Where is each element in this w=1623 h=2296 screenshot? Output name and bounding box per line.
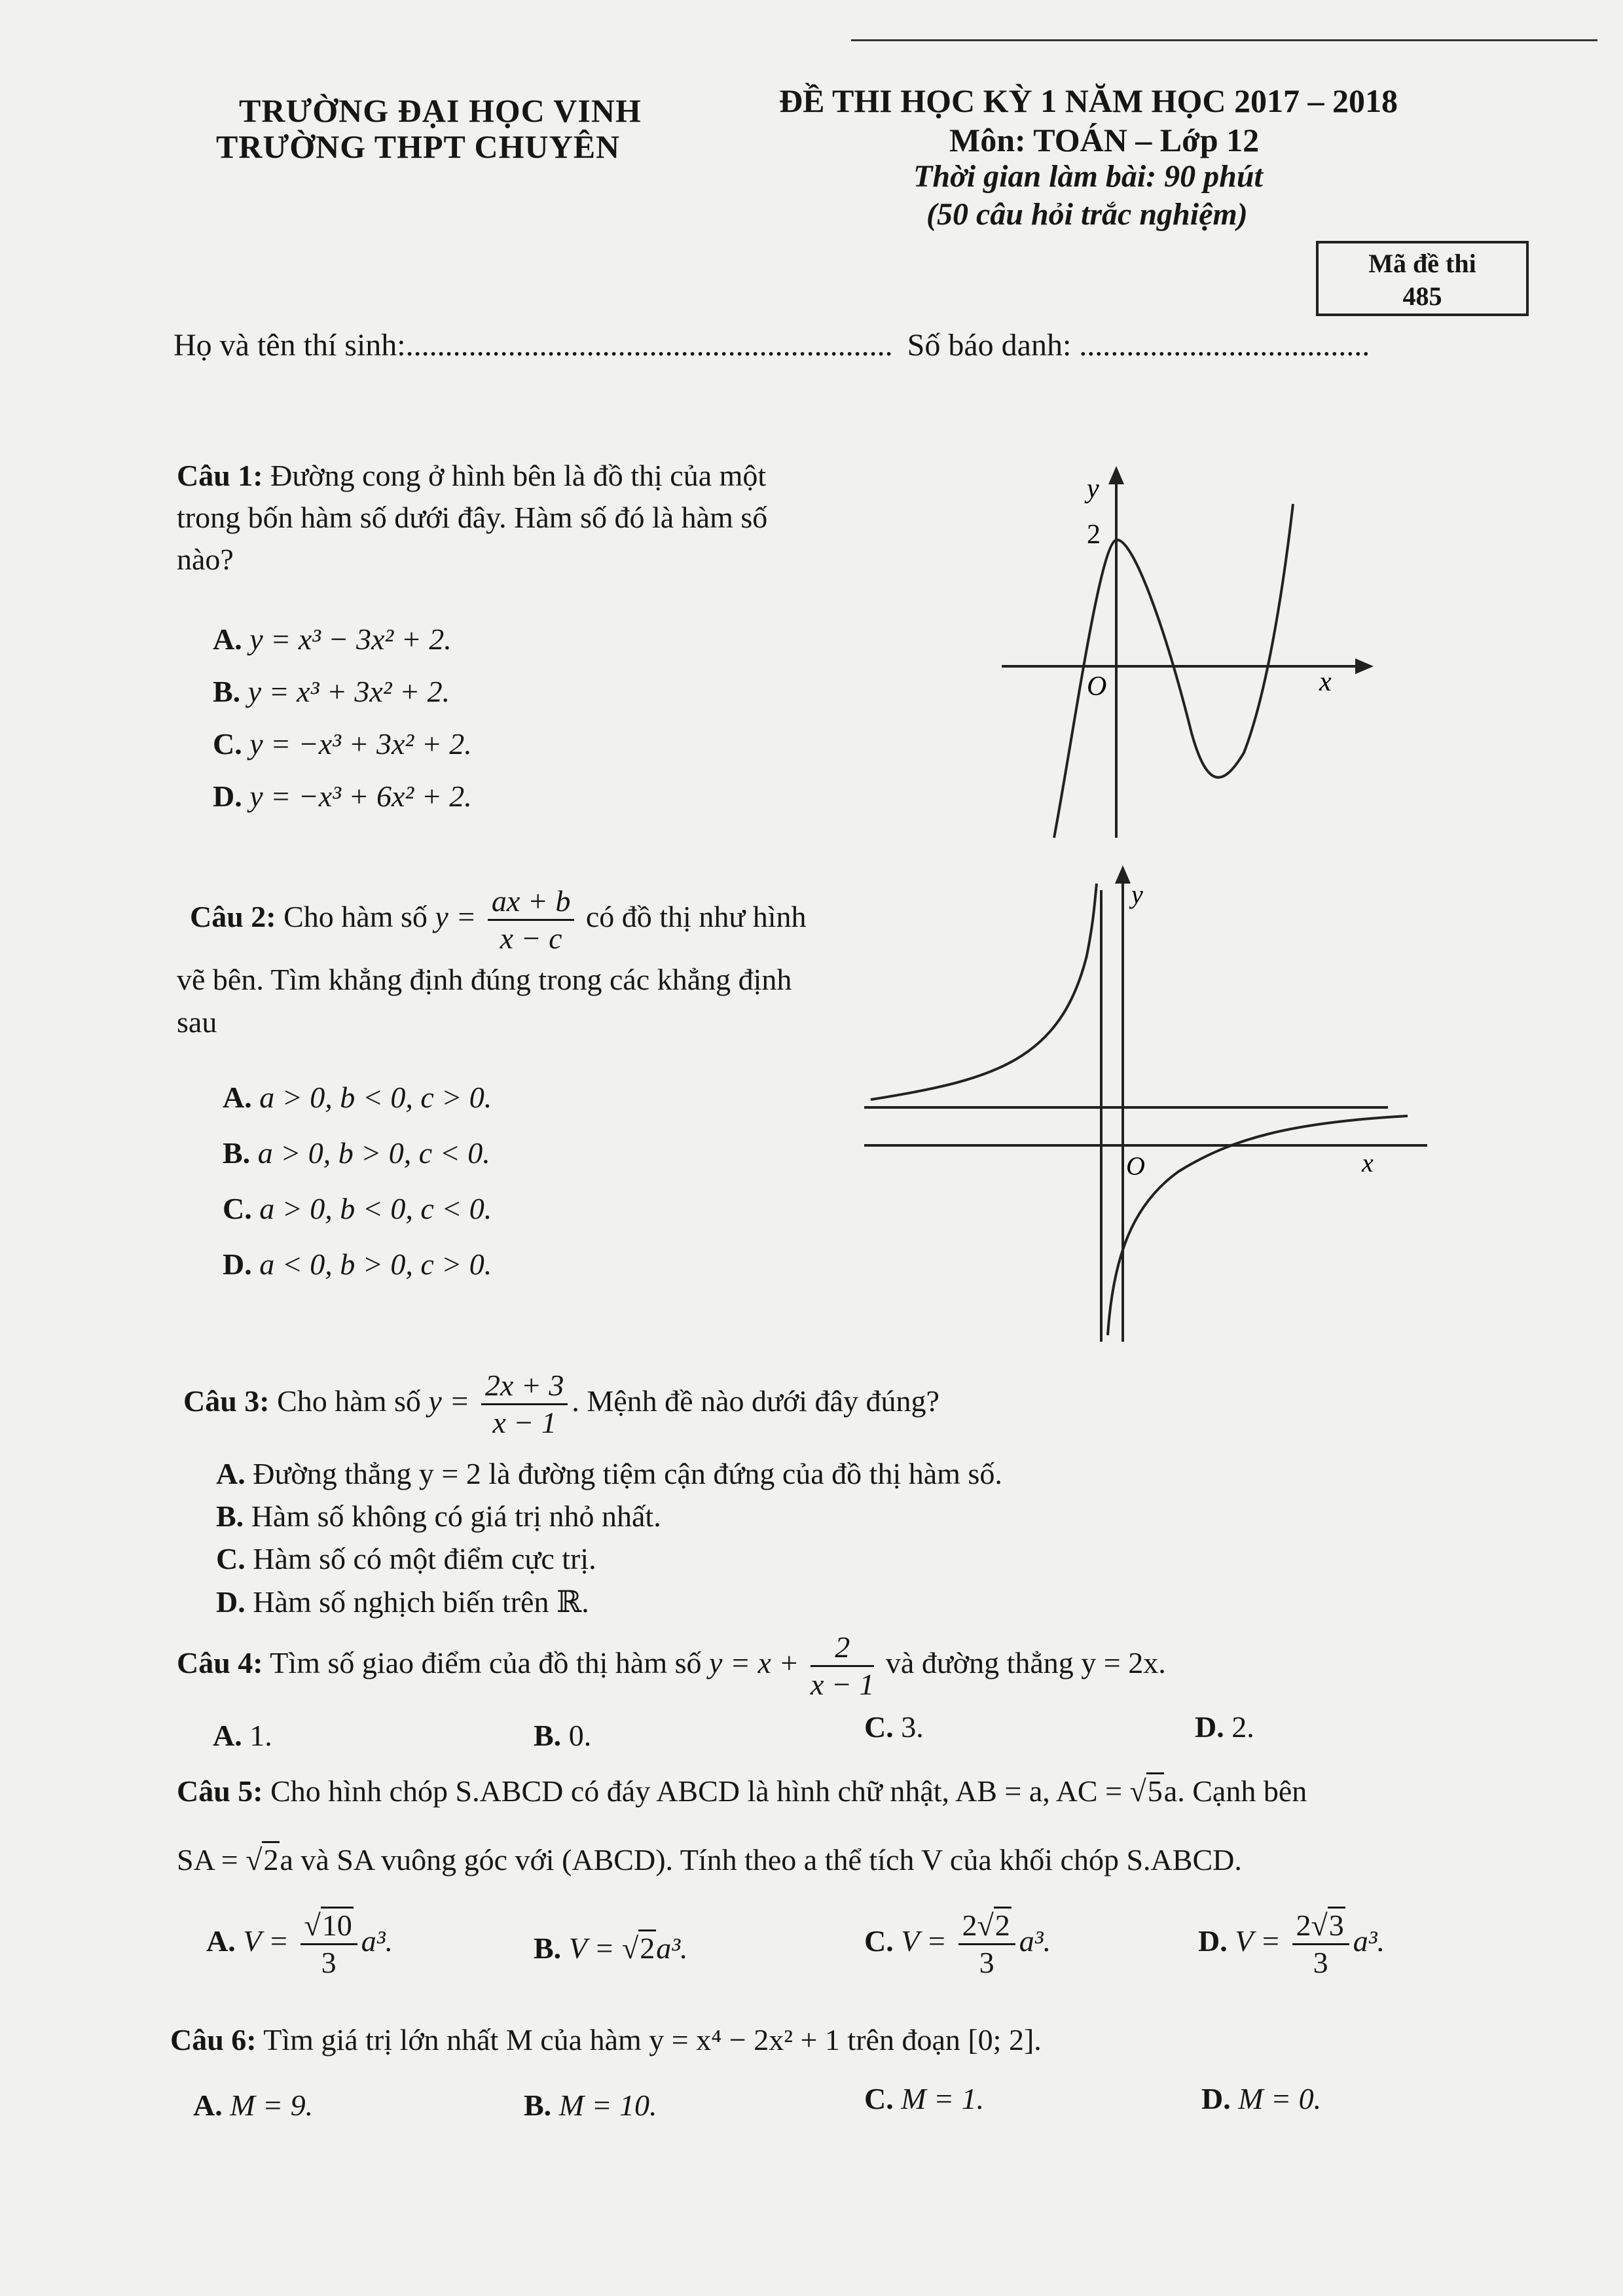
q1-option-c[interactable]: C. y = −x³ + 3x² + 2.: [213, 727, 472, 761]
q1-y-arrow-icon: [1108, 466, 1124, 484]
q5-a-fraction: $\frac{√10}{3}$: [301, 1908, 357, 1981]
q2-label: Câu 2:: [190, 900, 276, 934]
exam-duration: Thời gian làm bài: 90 phút: [913, 159, 1263, 194]
exam-code-value: 485: [1402, 281, 1442, 311]
q3-option-b[interactable]: B. Hàm số không có giá trị nhỏ nhất.: [216, 1499, 661, 1533]
q1-x-label: x: [1319, 667, 1332, 697]
name-label: Họ và tên thí sinh:: [173, 328, 406, 363]
question-6: [170, 2019, 1042, 2061]
q5-line1-a: Cho hình chóp S.ABCD có đáy ABCD là hình chữ nhật, AB = a, AC =: [270, 1774, 1123, 1808]
question-3: [183, 1368, 939, 1441]
q2-graph: [864, 864, 1440, 1348]
q4-option-c[interactable]: C. 3.: [864, 1710, 924, 1744]
top-rule: [851, 39, 1597, 41]
q3-text-after: . Mệnh đề nào dưới đây đúng?: [572, 1384, 939, 1418]
q2-func-lhs: y =: [435, 900, 477, 934]
exam-title: ĐỀ THI HỌC KỲ 1 NĂM HỌC 2017 – 2018: [779, 82, 1398, 119]
q6-option-a[interactable]: A. M = 9.: [193, 2089, 314, 2122]
q3-option-d[interactable]: D. Hàm số nghịch biến trên ℝ.: [216, 1585, 589, 1619]
q2-left-branch: [871, 884, 1097, 1100]
q3-func-lhs: y =: [428, 1384, 470, 1418]
q5-label: Câu 5:: [177, 1774, 263, 1808]
q2-option-b[interactable]: B. a > 0, b > 0, c < 0.: [223, 1136, 490, 1170]
q4-text-before: Tìm số giao điểm của đồ thị hàm số: [270, 1646, 702, 1680]
q5-option-a[interactable]: A. V = $\frac{√10}{3}$ a³.: [206, 1908, 393, 1981]
q4-func-lhs: y = x +: [709, 1646, 799, 1680]
exam-code-box: [1316, 241, 1529, 316]
question-2: [190, 884, 807, 956]
q6-text: Tìm giá trị lớn nhất M của hàm y = x⁴ − 2x² + 1 trên đoạn [0; 2].: [263, 2023, 1042, 2056]
q3-option-c[interactable]: C. Hàm số có một điểm cực trị.: [216, 1542, 596, 1575]
q1-origin-label: O: [1087, 672, 1107, 702]
question-5-line2: SA = √2a và SA vuông góc với (ABCD). Tính theo a thể tích V của khối chóp S.ABCD.: [177, 1839, 1242, 1881]
name-field[interactable]: ..............................................................: [405, 328, 893, 363]
q1-tick-label: 2: [1087, 520, 1101, 550]
q2-fraction: [488, 884, 574, 956]
q2-text-line2: vẽ bên. Tìm khẳng định đúng trong các khẳng định: [177, 963, 792, 996]
q5-option-b[interactable]: B. V = √2a³.: [534, 1931, 688, 1965]
q1-graph: [995, 458, 1401, 851]
q6-option-b[interactable]: B. M = 10.: [524, 2089, 657, 2122]
q2-text-before: Cho hàm số: [283, 900, 428, 934]
q4-label: Câu 4:: [177, 1646, 263, 1680]
q5-line2-root: 2: [262, 1841, 280, 1876]
q3-func-den: x − 1: [492, 1406, 556, 1439]
q2-x-label: x: [1362, 1148, 1374, 1177]
q4-fraction: [811, 1630, 874, 1702]
q2-y-label: y: [1131, 880, 1143, 909]
q3-fraction: [481, 1368, 568, 1441]
q2-origin-label: O: [1126, 1151, 1145, 1181]
q4-option-a[interactable]: A. 1.: [213, 1719, 272, 1752]
q2-text-line3: sau: [177, 1005, 217, 1039]
q1-option-b[interactable]: B. y = x³ + 3x² + 2.: [213, 675, 450, 708]
candidate-info-line: [173, 327, 1370, 363]
id-field[interactable]: .....................................: [1079, 328, 1370, 363]
id-label: Số báo danh:: [907, 328, 1072, 363]
q2-text-after: có đồ thị như hình: [585, 900, 807, 934]
q2-option-c[interactable]: C. a > 0, b < 0, c < 0.: [223, 1192, 492, 1225]
exam-code-label: Mã đề thi: [1368, 249, 1476, 278]
q1-option-a[interactable]: A. y = x³ − 3x² + 2.: [213, 622, 452, 656]
exam-question-count: (50 câu hỏi trắc nghiệm): [926, 197, 1248, 232]
exam-subject: Môn: TOÁN – Lớp 12: [949, 122, 1260, 158]
q5-option-d[interactable]: D. V = $\frac{2√3}{3}$ a³.: [1198, 1908, 1385, 1981]
school-line-2: TRƯỜNG THPT CHUYÊN: [216, 128, 621, 165]
school-line-1: TRƯỜNG ĐẠI HỌC VINH: [239, 92, 642, 129]
q6-option-c[interactable]: C. M = 1.: [864, 2082, 985, 2115]
q2-option-a[interactable]: A. a > 0, b < 0, c > 0.: [223, 1081, 492, 1114]
q4-option-b[interactable]: B. 0.: [534, 1719, 592, 1752]
q1-cubic-curve: [1054, 504, 1293, 838]
q5-c-fraction: $\frac{2√2}{3}$: [958, 1908, 1015, 1981]
q2-y-arrow-icon: [1115, 865, 1131, 884]
q1-text-line1: Đường cong ở hình bên là đồ thị của một: [270, 459, 767, 492]
q1-text-line2: trong bốn hàm số dưới đây. Hàm số đó là hàm số: [177, 501, 768, 534]
q5-line2-a: SA =: [177, 1843, 238, 1876]
question-5-line1: Câu 5: Cho hình chóp S.ABCD có đáy ABCD là hình chữ nhật, AB = a, AC = √5a. Cạnh bên: [177, 1770, 1307, 1812]
q1-x-arrow-icon: [1355, 658, 1374, 674]
q6-option-d[interactable]: D. M = 0.: [1201, 2082, 1322, 2115]
q4-option-d[interactable]: D. 2.: [1195, 1710, 1254, 1744]
q2-func-den: x − c: [500, 922, 562, 955]
q5-line1-root: 5: [1146, 1772, 1164, 1808]
q5-d-fraction: $\frac{2√3}{3}$: [1292, 1908, 1349, 1981]
q3-label: Câu 3:: [183, 1384, 270, 1418]
q1-y-label: y: [1087, 474, 1099, 504]
q5-line1-b: a. Cạnh bên: [1163, 1774, 1307, 1808]
q3-option-a[interactable]: A. Đường thẳng y = 2 là đường tiệm cận đứng của đồ thị hàm số.: [216, 1457, 1002, 1490]
q4-text-after: và đường thẳng y = 2x.: [885, 1646, 1166, 1680]
q5-line2-b: a và SA vuông góc với (ABCD). Tính theo a thể tích V của khối chóp S.ABCD.: [280, 1843, 1242, 1876]
question-4: [177, 1630, 1166, 1702]
q1-option-d[interactable]: D. y = −x³ + 6x² + 2.: [213, 780, 472, 813]
q2-option-d[interactable]: D. a < 0, b > 0, c > 0.: [223, 1247, 492, 1281]
q2-func-num: ax + b: [488, 884, 574, 921]
q1-text-line3: nào?: [177, 543, 234, 576]
q3-text-before: Cho hàm số: [277, 1384, 421, 1418]
q1-label: Câu 1:: [177, 459, 263, 492]
q3-func-num: 2x + 3: [481, 1368, 568, 1405]
q6-label: Câu 6:: [170, 2023, 257, 2056]
question-1: [177, 455, 767, 581]
q4-func-den: x − 1: [810, 1668, 875, 1701]
q5-option-c[interactable]: C. V = $\frac{2√2}{3}$ a³.: [864, 1908, 1051, 1981]
q4-func-num: 2: [811, 1630, 874, 1667]
